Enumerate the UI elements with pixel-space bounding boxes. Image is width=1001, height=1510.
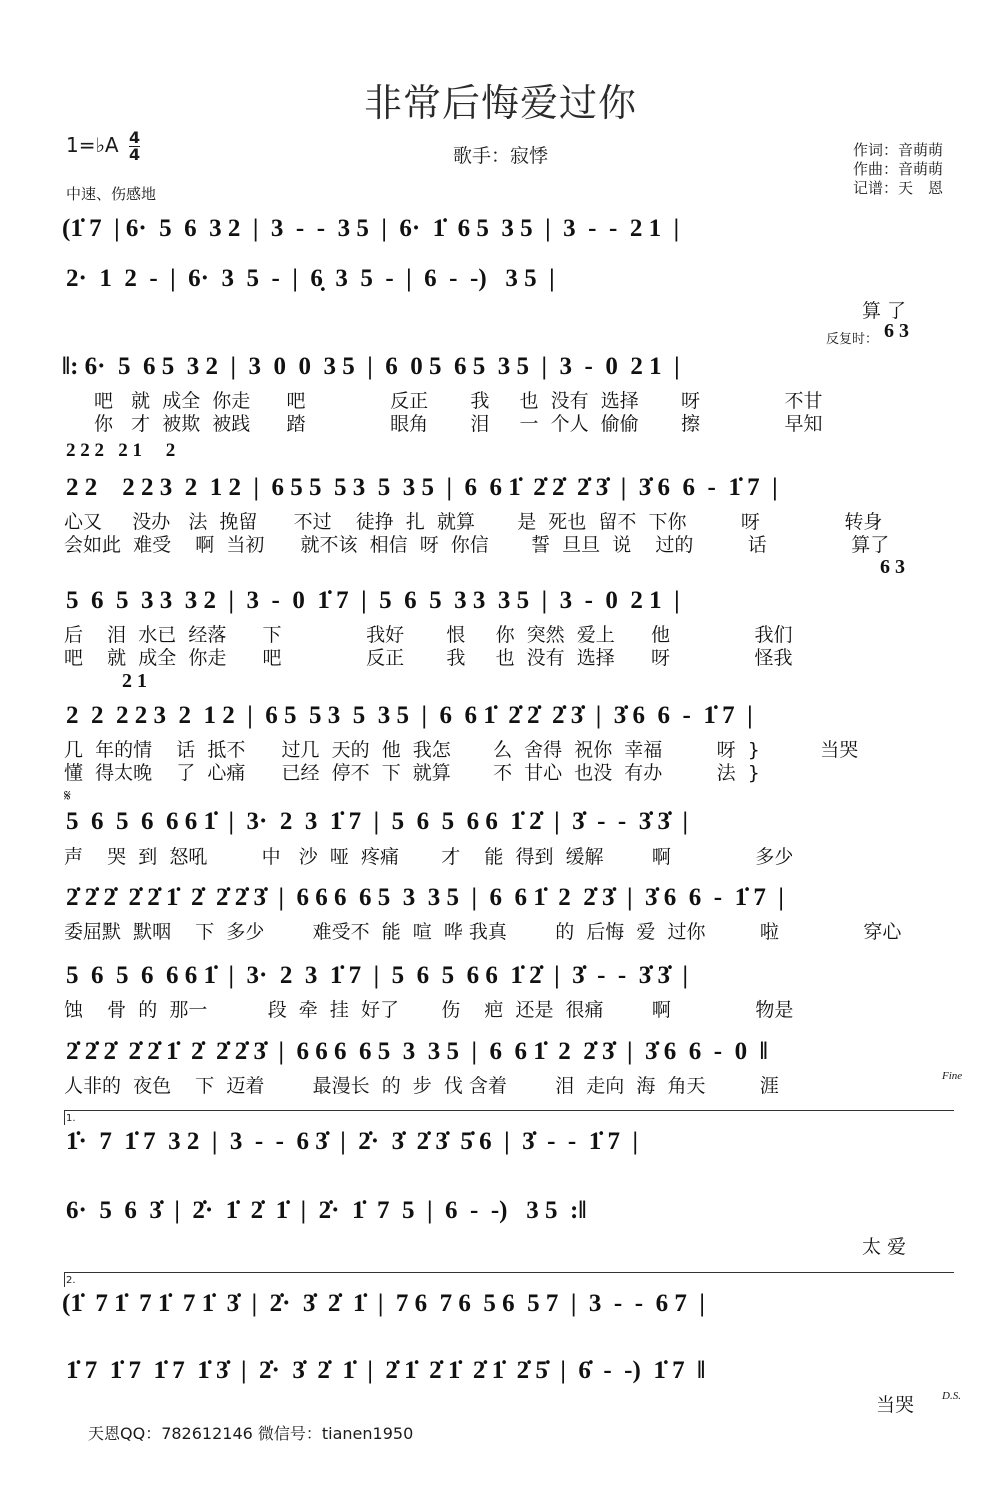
- score-row-4: 2 2 2 2 3 2 1 2 | 6 5 5 5 3 5 3 5 | 6 6 1̇ 2̇ 2̇ 2̇ 3̇ | 3̇ 6 6 - 1̇ 7 |: [66, 474, 778, 501]
- lyric-row-4a: 心又 没办 法 挽留 不过 徒挣 扎 就算 是 死也 留不 下你 呀 转身: [64, 511, 883, 533]
- page-title: 非常后悔爱过你: [363, 81, 637, 125]
- lyric-row-14: 当哭: [876, 1394, 915, 1416]
- time-top: 4: [128, 128, 141, 147]
- score-row-6: 2 2 2 2 3 2 1 2 | 6 5 5 3 5 3 5 | 6 6 1̇ 2̇ 2̇ 2̇ 3̇ | 3̇ 6 6 - 1̇ 7 |: [66, 702, 753, 729]
- tempo-marking: 中速、伤感地: [66, 185, 157, 203]
- transcriber: 记谱：天 恩: [853, 179, 944, 197]
- score-row-14: 1̇ 7 1̇ 7 1̇ 7 1̇ 3̇ | 2̇· 3̇ 2̇ 1̇ | 2̇ 1̇ 2̇ 1̇ 2̇ 1̇ 2̇ 5̇ | 6̇ - -) 1̇ 7 ‖: [66, 1357, 706, 1384]
- lyricist: 作词：音萌萌: [853, 141, 944, 159]
- lyric-row-3a: 吧 就 成全 你走 吧 反正 我 也 没有 选择 呀 不甘: [94, 390, 823, 412]
- composer: 作曲：音萌萌: [853, 160, 944, 178]
- score-row-12: 6· 5 6 3̇ | 2̇· 1̇ 2̇ 1̇ | 2̇· 1̇ 7 5 | 6 - -) 3 5 :‖: [66, 1197, 587, 1224]
- key-label: 1=♭A: [66, 133, 119, 157]
- ds-marking: D.S.: [942, 1390, 961, 1402]
- volta-2-bracket: [64, 1272, 954, 1286]
- volta-1-label: 1.: [66, 1113, 76, 1124]
- score-row-3: ‖: 6· 5 6 5 3 2 | 3 0 0 3 5 | 6 0 5 6 5 3 5 | 3 - 0 2 1 |: [62, 353, 680, 380]
- lyric-row-5b: 吧 就 成全 你走 吧 反正 我 也 没有 选择 呀 怪我: [64, 647, 793, 669]
- lyric-row-7: 声 哭 到 怒吼 中 沙 哑 疼痛 才 能 得到 缓解 啊 多少: [64, 846, 794, 868]
- fine-marking: Fine: [942, 1070, 963, 1082]
- score-row-4-top: 2 2 2 2 1 2: [66, 440, 176, 461]
- score-row-1: (1̇ 7 | 6· 5 6 3 2 | 3 - - 3 5 | 6· 1̇ 6 5 3 5 | 3 - - 2 1 |: [62, 215, 680, 242]
- score-row-5: 5 6 5 3 3 3 2 | 3 - 0 1̇ 7 | 5 6 5 3 3 3 5 | 3 - 0 2 1 |: [66, 587, 680, 614]
- segno-sign: 𝄋: [64, 786, 71, 805]
- lyric-row-8: 委屈默 默咽 下 多少 难受不 能 喧 哗 我真 的 后悔 爱 过你 啦 穿心: [64, 921, 902, 943]
- lyric-row-9: 蚀 骨 的 那一 段 牵 挂 好了 伤 疤 还是 很痛 啊 物是: [64, 999, 794, 1021]
- score-row-7: 5 6 5 6 6 6 1̇ | 3· 2 3 1̇ 7 | 5 6 5 6 6 1̇ 2̇ | 3̇ - - 3̇ 3̇ |: [66, 808, 689, 835]
- lyric-row-6a: 几 年的情 话 抵不 过几 天的 他 我怎 么 舍得 祝你 幸福 呀 } 当哭: [64, 739, 859, 761]
- volta-1-bracket: [64, 1110, 954, 1124]
- score-row-5-top: 6 3: [880, 556, 905, 578]
- singer-credit: 歌手：寂悸: [452, 145, 548, 167]
- score-row-6-top: 2 1: [122, 670, 147, 692]
- lyric-row-12: 太 爱: [862, 1236, 907, 1258]
- score-row-8: 2̇ 2̇ 2̇ 2̇ 2̇ 1̇ 2̇ 2̇ 2̇ 3̇ | 6 6 6 6 5 3 3 5 | 6 6 1̇ 2 2̇ 3̇ | 3̇ 6 6 - 1̇ 7 |: [66, 884, 784, 911]
- lyric-row-5a: 后 泪 水已 经落 下 我好 恨 你 突然 爱上 他 我们: [64, 624, 793, 646]
- footer-contact: 天恩QQ：782612146 微信号：tianen1950: [88, 1424, 414, 1443]
- score-row-13: (1̇ 7 1̇ 7 1̇ 7 1̇ 3̇ | 2̇· 3̇ 2̇ 1̇ | 7 6 7 6 5 6 5 7 | 3 - - 6 7 |: [62, 1290, 705, 1317]
- score-row-10: 2̇ 2̇ 2̇ 2̇ 2̇ 1̇ 2̇ 2̇ 2̇ 3̇ | 6 6 6 6 5 3 3 5 | 6 6 1̇ 2 2̇ 3̇ | 3̇ 6 6 - 0 ‖: [66, 1038, 768, 1065]
- lyric-row-10: 人非的 夜色 下 迈着 最漫长 的 步 伐 含着 泪 走向 海 角天 涯: [64, 1075, 779, 1097]
- score-row-11: 1̇· 7 1̇ 7 3 2 | 3 - - 6 3̇ | 2̇· 3̇ 2̇ 3̇ 5̇ 6 | 3̇ - - 1̇ 7 |: [66, 1128, 638, 1155]
- credits-block: [853, 141, 943, 198]
- volta-2-label: 2.: [66, 1275, 76, 1286]
- repeat-note-label: 反复时：: [826, 332, 879, 347]
- lyric-row-3b: 你 才 被欺 被践 踏 眼角 泪 一 个人 偷偷 擦 早知: [94, 413, 823, 435]
- score-row-9: 5 6 5 6 6 6 1̇ | 3· 2 3 1̇ 7 | 5 6 5 6 6 1̇ 2̇ | 3̇ - - 3̇ 3̇ |: [66, 962, 689, 989]
- score-row-2: 2· 1 2 - | 6· 3 5 - | 6̣ 3 5 - | 6 - -) 3 5 |: [66, 265, 555, 292]
- lyric-row-6b: 懂 得太晚 了 心痛 已经 停不 下 就算 不 甘心 也没 有办 法 }: [64, 762, 760, 784]
- time-bottom: 4: [128, 145, 141, 164]
- lyric-row-2: 算 了: [862, 300, 907, 322]
- repeat-note-notes: 6 3: [884, 320, 909, 342]
- lyric-row-4b: 会如此 难受 啊 当初 就不该 相信 呀 你信 誓 旦旦 说 过的 话 算了: [64, 534, 890, 556]
